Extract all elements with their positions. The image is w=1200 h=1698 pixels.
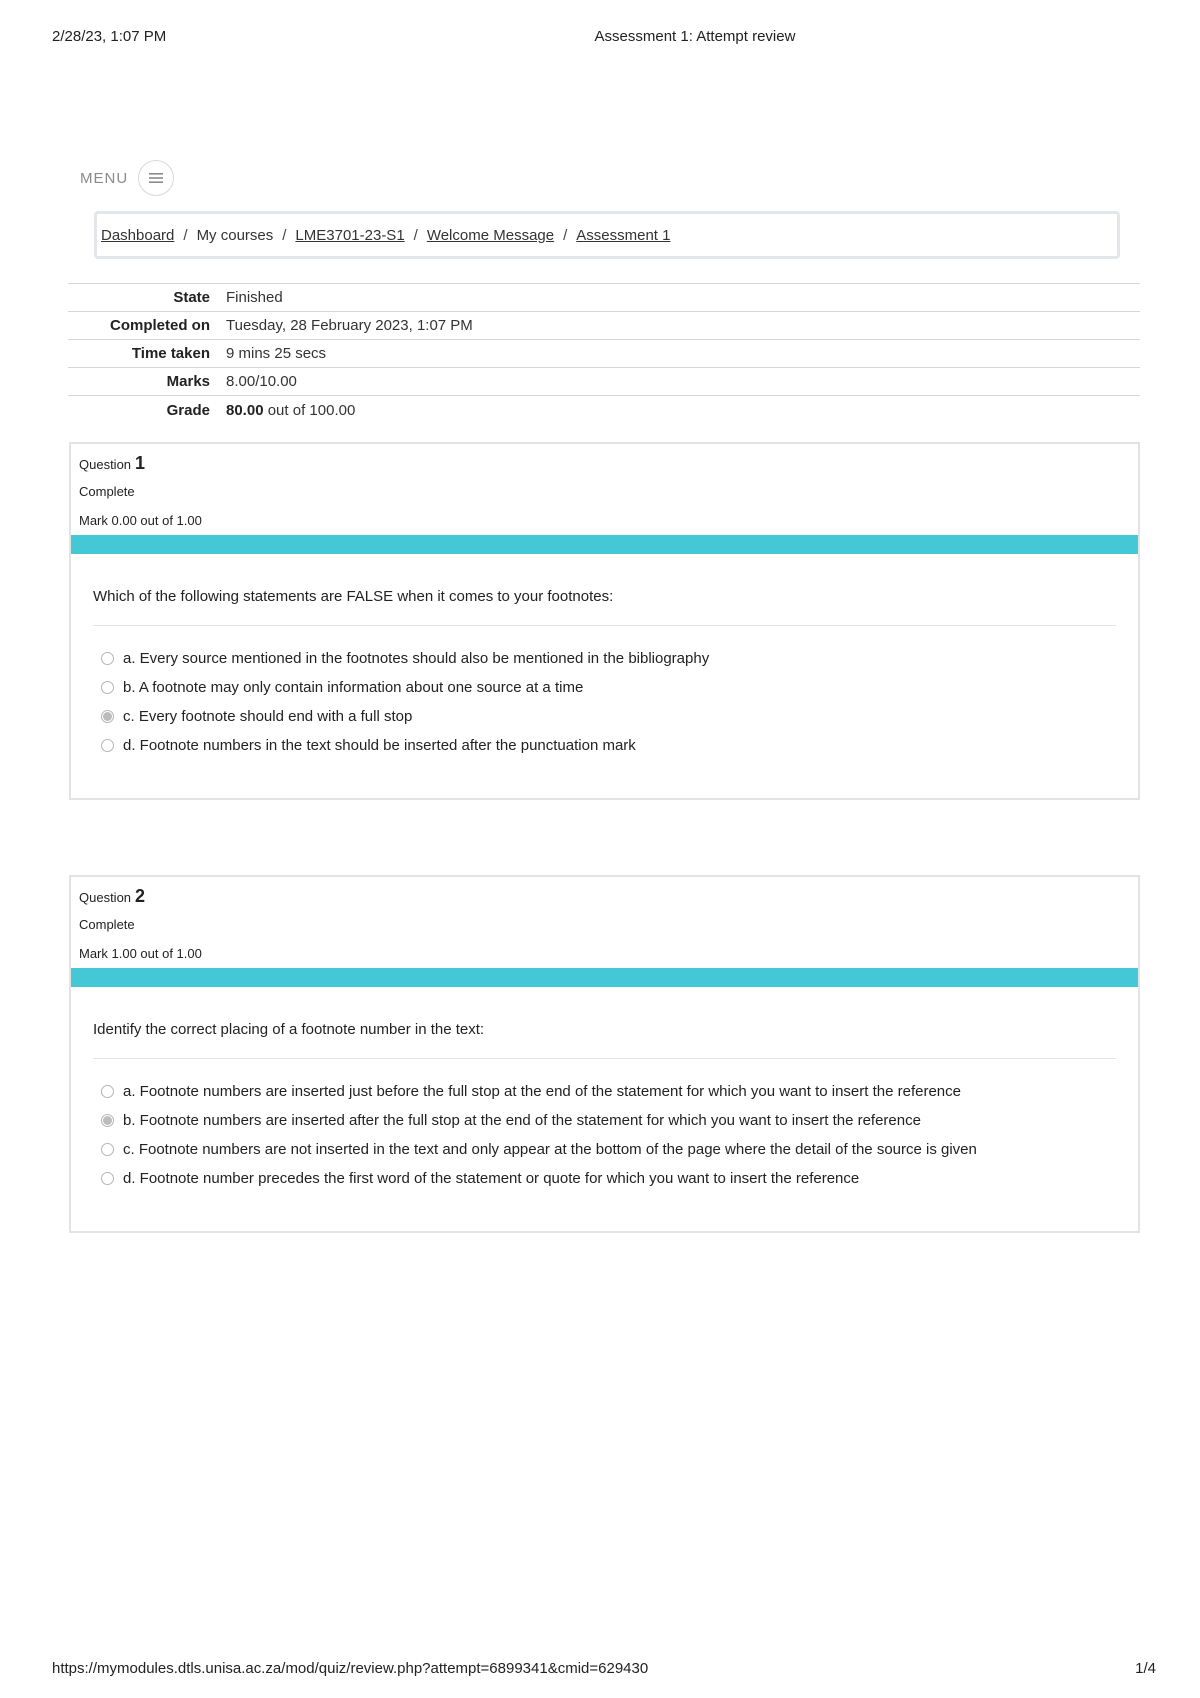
question-text: Identify the correct placing of a footnote number in the text: [93,1021,1116,1059]
radio-button-selected[interactable] [101,710,114,723]
radio-button[interactable] [101,1143,114,1156]
attempt-summary [68,283,1140,424]
print-date: 2/28/23, 1:07 PM [52,28,167,45]
question-bar [71,535,1138,554]
summary-value: 8.00/10.00 [226,373,297,390]
answer-label: c. Every footnote should end with a full stop [123,708,413,725]
summary-value: Finished [226,289,283,306]
answer-option[interactable] [101,731,1116,760]
question-label: Question [79,457,132,472]
question-number [79,887,1130,905]
answer-label: a. Every source mentioned in the footnotes should also be mentioned in the bibliography [123,650,710,667]
summary-row-state [68,284,1140,312]
question-content [71,987,1138,1231]
breadcrumb-separator: / [413,226,418,244]
radio-button[interactable] [101,739,114,752]
answer-label: d. Footnote numbers in the text should be inserted after the punctuation mark [123,737,636,754]
radio-button-selected[interactable] [101,1114,114,1127]
summary-value [226,402,355,419]
answer-label: b. Footnote numbers are inserted after the full stop at the end of the statement for which you want to insert the reference [123,1112,921,1129]
page-number: 1/4 [1135,1660,1156,1677]
answer-label: d. Footnote number precedes the first word of the statement or quote for which you want to insert the reference [123,1170,860,1187]
question-label: Question [79,890,132,905]
answer-option[interactable] [101,1164,1116,1193]
answer-list [93,626,1116,760]
page-url: https://mymodules.dtls.unisa.ac.za/mod/quiz/review.php?attempt=6899341&cmid=629430 [52,1660,649,1677]
breadcrumb-my-courses: My courses [196,226,274,244]
question-info [71,444,1138,535]
question-mark: Mark 0.00 out of 1.00 [79,513,202,528]
summary-row-completed [68,312,1140,340]
breadcrumb-assessment[interactable]: Assessment 1 [576,226,671,244]
answer-option[interactable] [101,1106,1116,1135]
print-header [0,28,1200,52]
breadcrumb-dashboard[interactable]: Dashboard [101,226,175,244]
print-title: Assessment 1: Attempt review [594,28,796,45]
summary-key: Grade [166,401,210,419]
question-content [71,554,1138,798]
menu-label: MENU [80,169,129,187]
summary-key: Marks [166,373,210,390]
summary-value: Tuesday, 28 February 2023, 1:07 PM [226,317,473,334]
question-mark: Mark 1.00 out of 1.00 [79,946,202,961]
summary-key: Completed on [110,317,210,334]
question-number-value: 2 [135,886,146,906]
question-state: Complete [79,917,135,932]
summary-key: Time taken [131,345,210,362]
radio-button[interactable] [101,1085,114,1098]
breadcrumb-course[interactable]: LME3701-23-S1 [295,226,405,244]
menu[interactable] [80,160,174,196]
answer-option[interactable] [101,644,1116,673]
answer-list [93,1059,1116,1193]
summary-key: State [173,289,210,306]
answer-option[interactable] [101,702,1116,731]
radio-button[interactable] [101,681,114,694]
question-info [71,877,1138,968]
answer-option[interactable] [101,673,1116,702]
menu-button[interactable] [138,160,174,196]
summary-row-grade [68,396,1140,424]
radio-button[interactable] [101,1172,114,1185]
grade-out-of: out of 100.00 [267,401,356,419]
answer-label: c. Footnote numbers are not inserted in the text and only appear at the bottom of the page where the detail of the source is given [123,1141,977,1158]
breadcrumb-separator: / [282,226,287,244]
question-number-value: 1 [135,453,146,473]
question-text: Which of the following statements are FALSE when it comes to your footnotes: [93,588,1116,626]
answer-option[interactable] [101,1135,1116,1164]
answer-label: a. Footnote numbers are inserted just before the full stop at the end of the statement for which you want to insert the reference [123,1083,961,1100]
breadcrumb-separator: / [183,226,188,244]
question-state: Complete [79,484,135,499]
grade-score: 80.00 [226,401,264,419]
summary-value: 9 mins 25 secs [226,345,327,362]
answer-label: b. A footnote may only contain information about one source at a time [123,679,584,696]
question-card [69,875,1140,1233]
breadcrumb-separator: / [563,226,568,244]
answer-option[interactable] [101,1077,1116,1106]
breadcrumb-welcome-message[interactable]: Welcome Message [426,226,555,244]
question-number [79,454,1130,472]
hamburger-icon [149,172,163,184]
radio-button[interactable] [101,652,114,665]
breadcrumb [94,211,1120,259]
question-bar [71,968,1138,987]
question-card [69,442,1140,800]
summary-row-marks [68,368,1140,396]
summary-row-time-taken [68,340,1140,368]
